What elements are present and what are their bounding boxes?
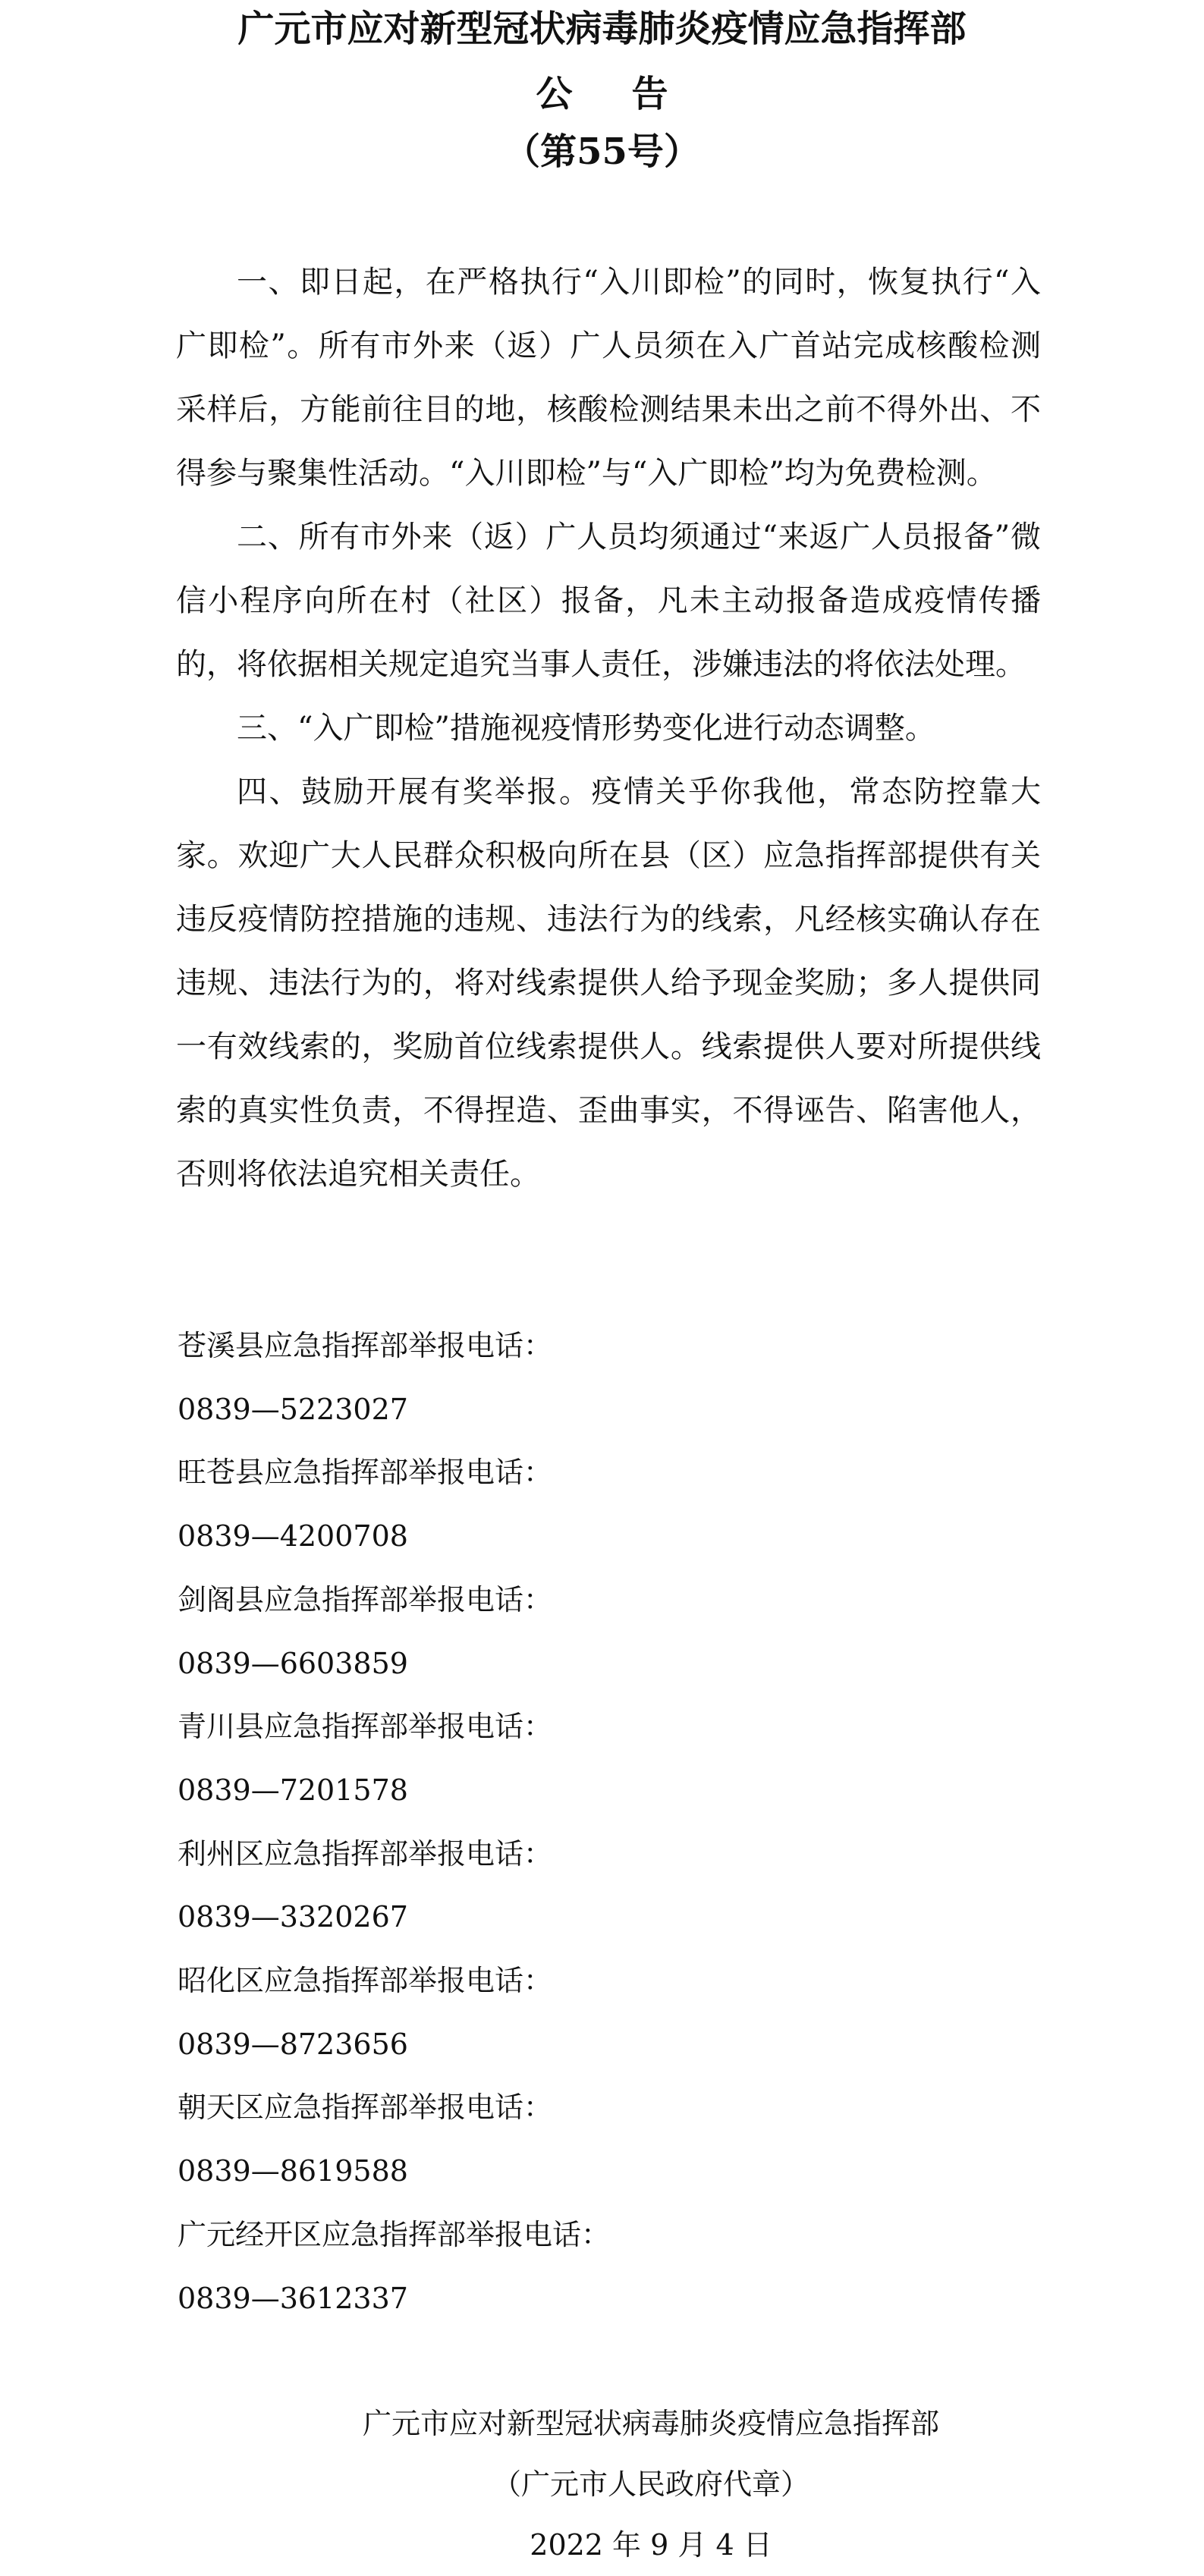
announcement-body xyxy=(176,250,1041,1206)
hotline-number: 0839—7201578 xyxy=(178,1773,408,1807)
hotline-label: 苍溪县应急指挥部举报电话： xyxy=(178,1329,553,1362)
paragraph-2: 二、所有市外来（返）广人员均须通过“来返广人员报备”微信小程序向所在村（社区）报备，凡未主动报备造成疫情传播的，将依据相关规定追究当事人责任，涉嫌违法的将依法处理。 xyxy=(176,520,1041,682)
document-subtitle: 公告 xyxy=(536,73,728,115)
hotline-number: 0839—3612337 xyxy=(178,2281,408,2315)
hotline-number: 0839—5223027 xyxy=(178,1392,408,1426)
hotline-label: 朝天区应急指挥部举报电话： xyxy=(178,2091,553,2125)
hotline-label: 利州区应急指挥部举报电话： xyxy=(178,1836,553,1871)
hotline-label: 青川县应急指挥部举报电话： xyxy=(178,1710,553,1744)
hotline-label: 旺苍县应急指挥部举报电话： xyxy=(178,1456,553,1490)
hotline-number: 0839—4200708 xyxy=(178,1519,408,1553)
hotline-number: 0839—8619588 xyxy=(178,2154,408,2188)
paragraph-1: 一、即日起，在严格执行“入川即检”的同时，恢复执行“入广即检”。所有市外来（返）广人员须在入广首站完成核酸检测采样后，方能前往目的地，核酸检测结果未出之前不得外出、不得参与聚集性活动。“入川即检”与“入广即检”均为免费检测。 xyxy=(176,265,1041,491)
hotline-label: 剑阁县应急指挥部举报电话： xyxy=(178,1582,553,1616)
hotline-label: 昭化区应急指挥部举报电话： xyxy=(178,1964,553,1998)
issuing-organization: 广元市应对新型冠状病毒肺炎疫情应急指挥部 xyxy=(362,2407,939,2440)
paragraph-4: 四、鼓励开展有奖举报。疫情关乎你我他，常态防控靠大家。欢迎广大人民群众积极向所在县（区）应急指挥部提供有关违反疫情防控措施的违规、违法行为的线索，凡经核实确认存在违规、违法行为的，将对线索提供人给予现金奖励；多人提供同一有效线索的，奖励首位线索提供人。线索提供人要对所提供线索的真实性负责，不得捏造、歪曲事实，不得诬告、陷害他人，否则将依法追究相关责任。 xyxy=(176,774,1041,1192)
hotline-number: 0839—8723656 xyxy=(178,2027,408,2061)
hotline-label: 广元经开区应急指挥部举报电话： xyxy=(178,2217,611,2251)
document-number: （第55号） xyxy=(504,130,700,173)
hotline-list xyxy=(178,1315,1012,2330)
seal-note: （广元市人民政府代章） xyxy=(492,2468,809,2501)
issue-date: 2022 年 9 月 4 日 xyxy=(530,2528,772,2562)
hotline-number: 0839—3320267 xyxy=(178,1900,408,1934)
document-title: 广元市应对新型冠状病毒肺炎疫情应急指挥部 xyxy=(237,8,967,50)
paragraph-3: 三、“入广即检”措施视疫情形势变化进行动态调整。 xyxy=(237,711,935,746)
hotline-number: 0839—6603859 xyxy=(178,1646,408,1680)
signature-block xyxy=(0,2393,1204,2575)
